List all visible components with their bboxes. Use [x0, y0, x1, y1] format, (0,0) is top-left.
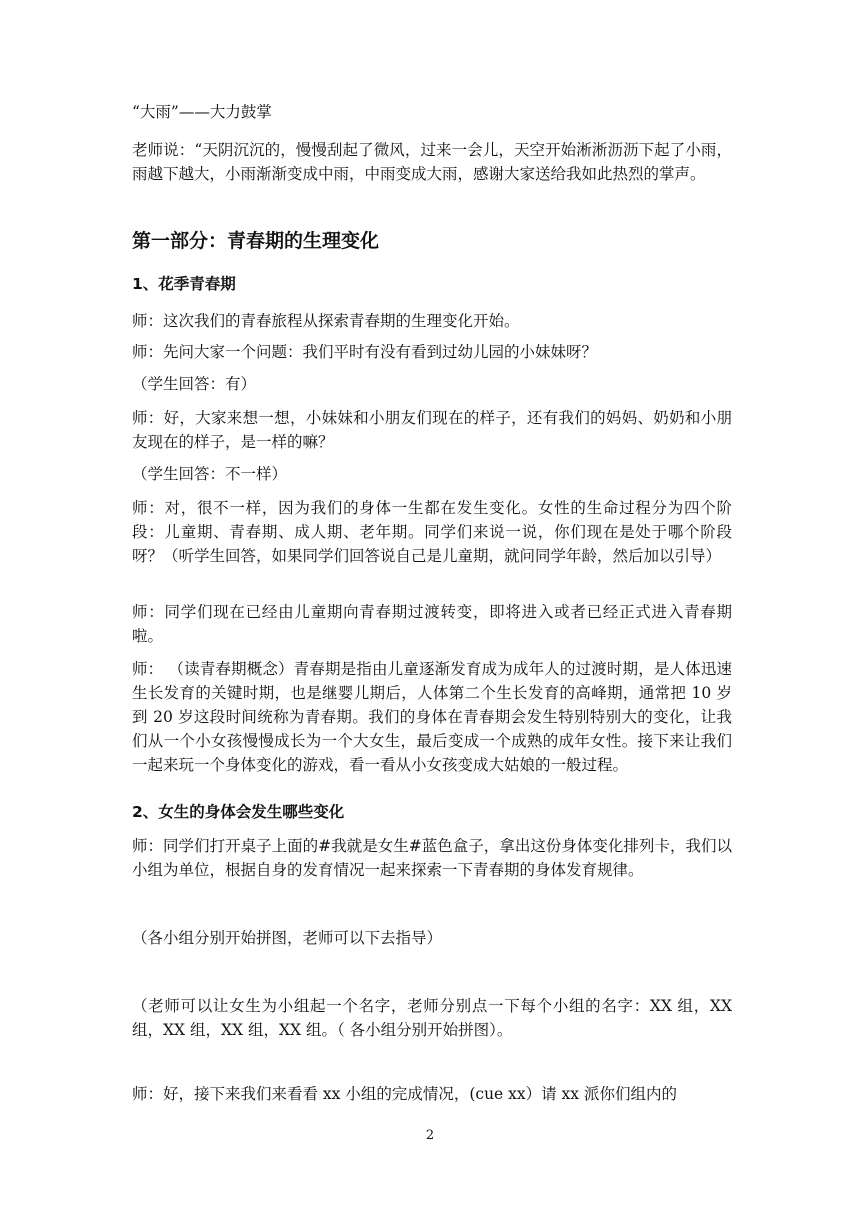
subsection-title-2: 2、女生的身体会发生哪些变化 [132, 803, 345, 821]
paragraph-4: 师：好，大家来想一想，小妹妹和小朋友们现在的样子，还有我们的妈妈、奶奶和小朋友现在的样子，是一样的嘛？ [132, 409, 732, 451]
paragraph-1: 师：这次我们的青春旅程从探索青春期的生理变化开始。 [132, 312, 520, 330]
heading-applause: “大雨”——大力鼓掌 [132, 103, 272, 121]
paragraph-5: （学生回答：不一样） [132, 465, 288, 483]
section-title-part1: 第一部分：青春期的生理变化 [132, 230, 380, 252]
paragraph-2: 师：先问大家一个问题：我们平时有没有看到过幼儿园的小妹妹呀？ [132, 343, 598, 361]
paragraph-9: 师：同学们打开桌子上面的#我就是女生#蓝色盒子，拿出这份身体变化排列卡，我们以小组为单位，根据自身的发育情况一起来探索一下青春期的身体发育规律。 [132, 837, 732, 879]
paragraph-teacher-rain: 老师说：“天阴沉沉的，慢慢刮起了微风，过来一会儿，天空开始淅淅沥沥下起了小雨，雨越下越大，小雨渐渐变成中雨，中雨变成大雨，感谢大家送给我如此热烈的掌声。 [132, 141, 732, 183]
paragraph-8: 师： （读青春期概念）青春期是指由儿童逐渐发育成为成年人的过渡时期，是人体迅速生长发育的关键时期，也是继婴儿期后，人体第二个生长发育的高峰期，通常把 10 岁到 20 岁这段时间统称为青春期。我们的身体在青春期会发生特别特别大的变化，让我们从一个小女孩慢慢成长为一个大女生，最后变成一个成熟的成年女性。接下来让我们一起来玩一个身体变化的游戏，看一看从小女孩变成大姑娘的一般过程。 [132, 660, 732, 774]
paragraph-3: （学生回答：有） [132, 375, 257, 393]
page-number: 2 [425, 1128, 435, 1143]
subsection-title-1: 1、花季青春期 [132, 275, 236, 293]
paragraph-6: 师：对，很不一样，因为我们的身体一生都在发生变化。女性的生命过程分为四个阶段：儿童期、青春期、成人期、老年期。同学们来说一说，你们现在是处于哪个阶段呀？（听学生回答，如果同学们回答说自己是儿童期，就问同学年龄，然后加以引导） [132, 499, 732, 565]
paragraph-11: （老师可以让女生为小组起一个名字，老师分别点一下每个小组的名字：XX 组，XX 组，XX 组，XX 组，XX 组。（ 各小组分别开始拼图）。 [132, 997, 732, 1039]
paragraph-12: 师：好，接下来我们来看看 xx 小组的完成情况，(cue xx）请 xx 派你们组内的 [132, 1085, 677, 1103]
paragraph-10: （各小组分别开始拼图，老师可以下去指导） [132, 929, 443, 947]
paragraph-7: 师：同学们现在已经由儿童期向青春期过渡转变，即将进入或者已经正式进入青春期啦。 [132, 603, 732, 645]
